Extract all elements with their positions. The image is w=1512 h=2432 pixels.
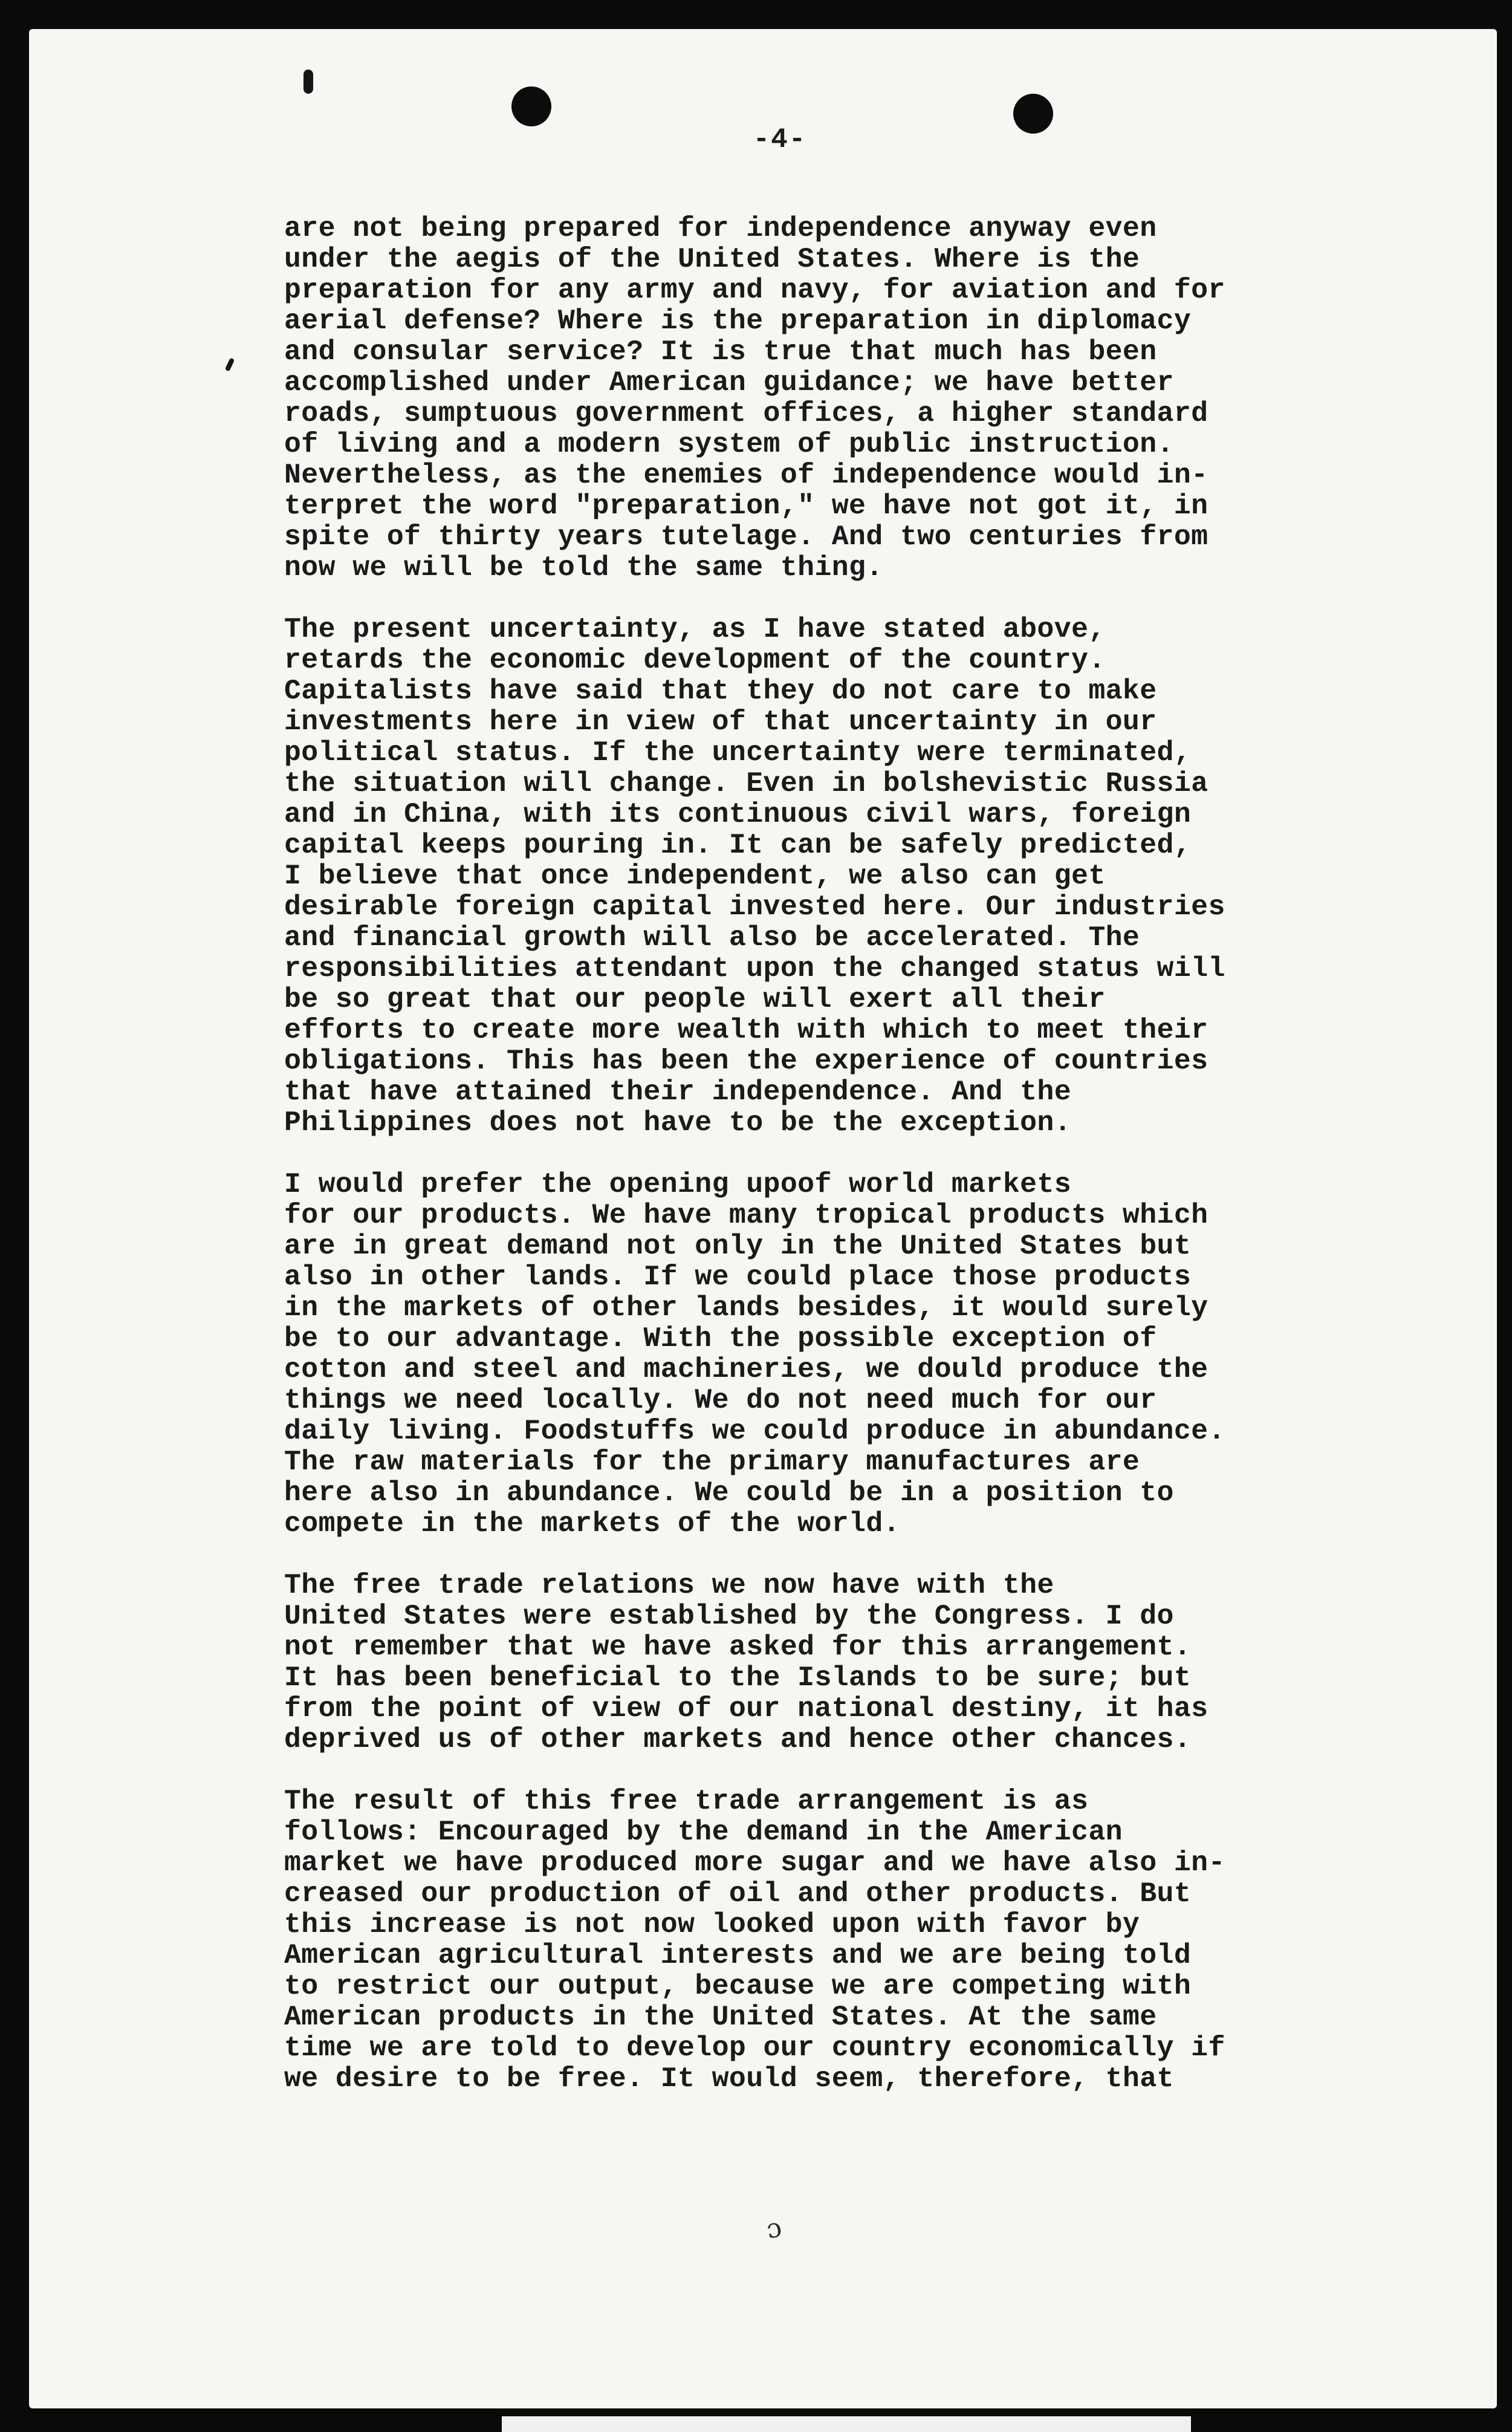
handwritten-pencil-mark: ɔ — [764, 2212, 784, 2245]
document-body — [284, 213, 1324, 2094]
paragraph: The result of this free trade arrangement is as follows: Encouraged by the demand in the American market we have produced more sugar and we have also in- creased our production of oil and other products. But this increase is not now looked upon with favor by American agricultural interests and we are being told to restrict our output, because we are competing with American products in the United States. At the same time we are told to develop our country economically if we desire to be free. It would seem, therefore, that — [284, 1785, 1225, 2095]
paragraph: are not being prepared for independence anyway even under the aegis of the United States. Where is the preparation for any army and navy, for aviation and for aerial defense? Where is the preparation in diplomacy and consular service? It is true that much has been accomplished under American guidance; we have better roads, sumptuous government offices, a higher standard of living and a modern system of public instruction. Nevertheless, as the enemies of independence would in- terpret the word "preparation," we have not got it, in spite of thirty years tutelage. And two centuries from now we will be told the same thing. — [284, 212, 1225, 584]
page-number: -4- — [753, 124, 807, 155]
scan-edge-strip — [502, 2416, 1191, 2432]
paragraph: The free trade relations we now have with the United States were established by the Congress. I do not remember that we have asked for this arrangement. It has been beneficial to the Islands to be sure; but from the point of view of our national destiny, it has deprived us of other markets and hence other chances. — [284, 1569, 1209, 1755]
punch-hole-right — [1013, 94, 1053, 134]
punch-hole-left — [511, 86, 551, 126]
ink-mark-top-left — [303, 70, 313, 94]
paragraph: I would prefer the opening upoof world markets for our products. We have many tropical products which are in great demand not only in the United States but also in other lands. If we could place those products in the markets of other lands besides, it would surely be to our advantage. With the possible exception of cotton and steel and machineries, we dould produce the things we need locally. We do not need much for our daily living. Foodstuffs we could produce in abundance. The raw materials for the primary manufactures are here also in abundance. We could be in a position to compete in the markets of the world. — [284, 1168, 1225, 1540]
paragraph: The present uncertainty, as I have stated above, retards the economic development of the country. Capitalists have said that they do not care to make investments here in view of that uncertainty in our political status. If the uncertainty were terminated, the situation will change. Even in bolshevistic Russia and in China, with its continuous civil wars, foreign capital keeps pouring in. It can be safely predicted, I believe that once independent, we also can get desirable foreign capital invested here. Our industries and financial growth will also be accelerated. The responsibilities attendant upon the changed status will be so great that our people will exert all their efforts to create more wealth with which to meet their obligations. This has been the experience of countries that have attained their independence. And the Philippines does not have to be the exception. — [284, 613, 1225, 1139]
